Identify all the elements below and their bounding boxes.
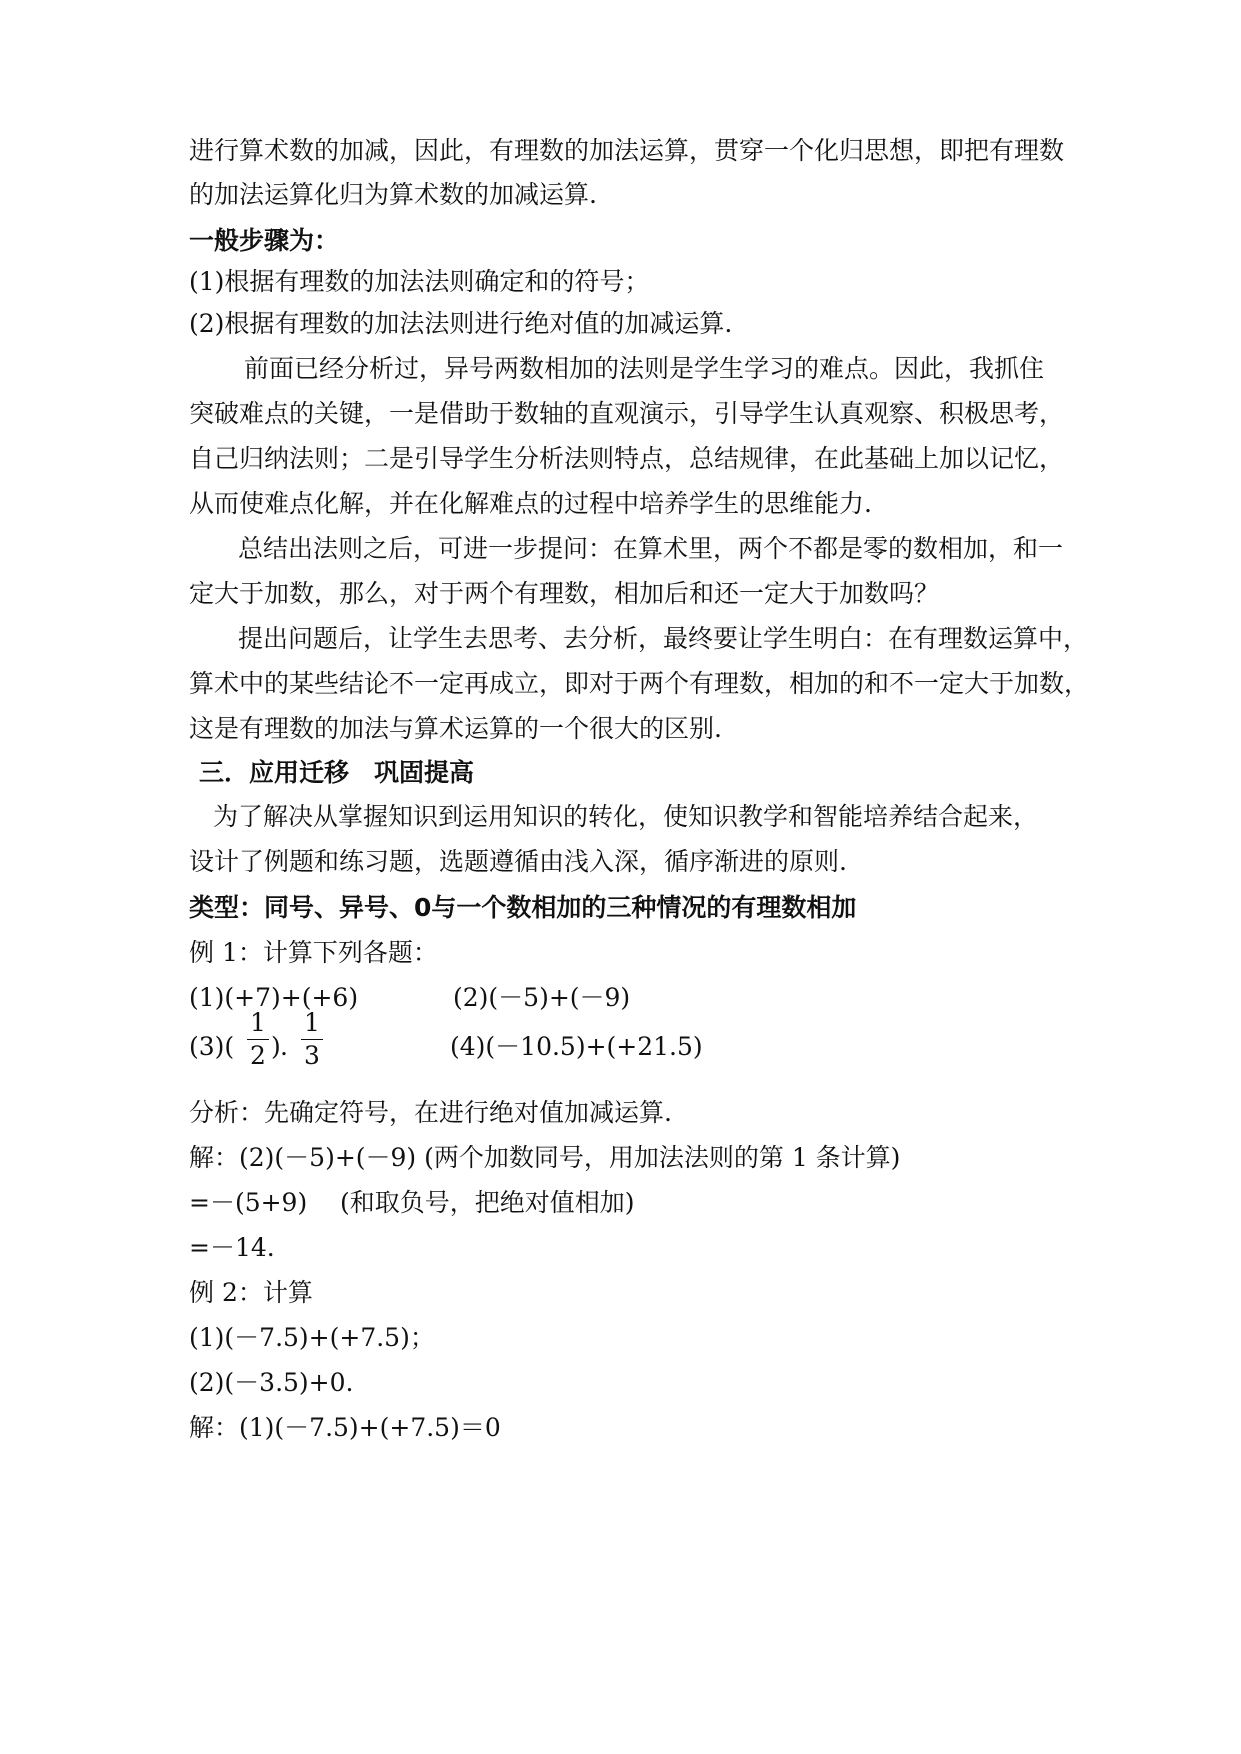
analysis-line: 分析：先确定符号，在进行绝对值加减运算. <box>189 1098 672 1127</box>
step-item: (1)根据有理数的加法法则确定和的符号； <box>189 267 650 296</box>
exercise-item: (2)(－3.5)+0. <box>189 1368 354 1397</box>
paragraph-line: 前面已经分析过，异号两数相加的法则是学生学习的难点。因此，我抓住 <box>244 354 1045 383</box>
exercise-item: (1)(－7.5)+(+7.5)； <box>189 1323 435 1352</box>
exercise-item: (3)( <box>189 1032 235 1061</box>
paragraph-line: 为了解决从掌握知识到运用知识的转化，使知识教学和智能培养结合起来， <box>213 802 1039 831</box>
example-title: 例 1：计算下列各题： <box>189 938 438 967</box>
type-heading: 类型：同号、异号、0与一个数相加的三种情况的有理数相加 <box>189 893 857 922</box>
steps-heading: 一般步骤为： <box>189 226 340 255</box>
exercise-item: (1)(+7)+(+6) <box>189 983 359 1012</box>
solution-line: 解：(1)(－7.5)+(+7.5)＝0 <box>189 1413 501 1442</box>
paragraph-line: 设计了例题和练习题，选题遵循由浅入深，循序渐进的原则. <box>189 847 847 876</box>
paragraph-line: 这是有理数的加法与算术运算的一个很大的区别. <box>189 714 722 743</box>
exercise-item: (4)(－10.5)+(+21.5) <box>450 1032 703 1061</box>
paragraph-line: 突破难点的关键，一是借助于数轴的直观演示，引导学生认真观察、积极思考， <box>189 399 1065 428</box>
fraction-denominator: 3 <box>304 1041 320 1070</box>
fraction-numerator: 1 <box>250 1008 266 1037</box>
paragraph-line: 自己归纳法则；二是引导学生分析法则特点，总结规律，在此基础上加以记忆， <box>189 444 1065 473</box>
solution-line: =－14. <box>189 1233 275 1262</box>
paragraph-line: 提出问题后，让学生去思考、去分析，最终要让学生明白：在有理数运算中， <box>238 624 1089 653</box>
paragraph-line: 从而使难点化解，并在化解难点的过程中培养学生的思维能力. <box>189 489 872 518</box>
section-heading: 三．应用迁移 巩固提高 <box>199 758 475 787</box>
fraction-numerator: 1 <box>304 1008 320 1037</box>
paragraph-line: 定大于加数，那么，对于两个有理数，相加后和还一定大于加数吗？ <box>189 579 940 608</box>
solution-line: 解：(2)(－5)+(－9) (两个加数同号，用加法法则的第 1 条计算) <box>189 1143 901 1172</box>
fraction-bar <box>301 1039 323 1040</box>
exercise-item: (2)(－5)+(－9) <box>453 983 631 1012</box>
paragraph-line: 算术中的某些结论不一定再成立，即对于两个有理数，相加的和不一定大于加数， <box>189 669 1090 698</box>
solution-note: (和取负号，把绝对值相加) <box>340 1188 635 1217</box>
exercise-paren: ) <box>271 1032 281 1061</box>
example-title: 例 2：计算 <box>189 1278 313 1307</box>
exercise-dot: . <box>280 1032 288 1061</box>
fraction <box>247 1009 269 1070</box>
fraction <box>301 1009 323 1070</box>
step-item: (2)根据有理数的加法法则进行绝对值的加减运算. <box>189 309 733 338</box>
paragraph-line: 进行算术数的加减，因此，有理数的加法运算，贯穿一个化归思想，即把有理数 <box>189 136 1065 165</box>
solution-line: =－(5+9) <box>189 1188 308 1217</box>
paragraph-line: 总结出法则之后，可进一步提问：在算术里，两个不都是零的数相加，和一 <box>238 534 1064 563</box>
fraction-bar <box>247 1039 269 1040</box>
fraction-denominator: 2 <box>250 1041 266 1070</box>
paragraph-line: 的加法运算化归为算术数的加减运算. <box>189 180 597 209</box>
